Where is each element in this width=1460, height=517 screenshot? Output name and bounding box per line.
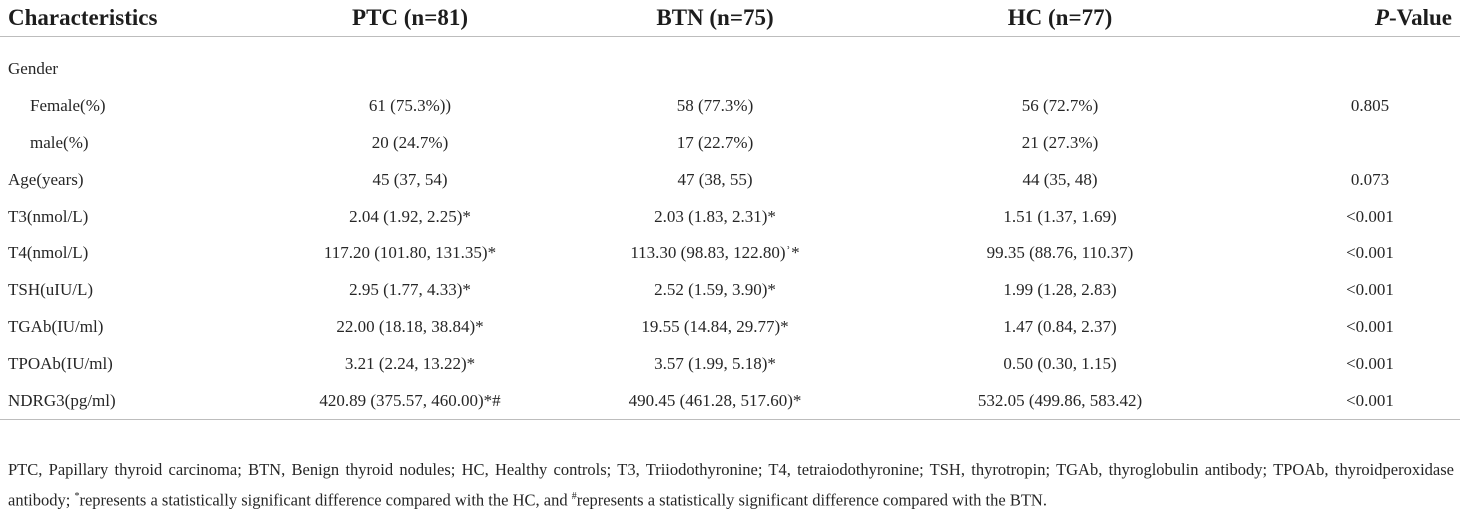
header-ptc: PTC (n=81) [352, 5, 468, 30]
table-row [0, 345, 1460, 382]
cell-hc: 1.47 (0.84, 2.37) [1003, 316, 1117, 336]
cell-p: <0.001 [1346, 316, 1394, 336]
row-label: Gender [8, 59, 59, 79]
header-btn: BTN (n=75) [656, 5, 774, 30]
cell-btn: 113.30 (98.83, 122.80)ʾ* [630, 243, 800, 263]
cell-p: 0.073 [1350, 169, 1390, 189]
header-p-rest: -Value [1388, 5, 1452, 30]
cell-p: <0.001 [1346, 280, 1394, 300]
cell-hc: 1.51 (1.37, 1.69) [1003, 206, 1117, 226]
footnote-star-text: represents a statistically significant difference compared with the HC, and [79, 490, 572, 510]
row-label: T4(nmol/L) [8, 243, 89, 263]
cell-p: 0.805 [1350, 96, 1390, 116]
table-row [0, 88, 1460, 125]
cell-ptc: 117.20 (101.80, 131.35)* [323, 243, 497, 263]
cell-btn: 490.45 (461.28, 517.60)* [628, 390, 802, 410]
table-footnote [8, 456, 1454, 514]
footnote-hash-mark: # [571, 491, 577, 502]
cell-ptc: 20 (24.7%) [371, 132, 449, 152]
table-row [0, 161, 1460, 198]
cell-ptc: 22.00 (18.18, 38.84)* [336, 316, 484, 336]
cell-ptc: 420.89 (375.57, 460.00)*# [319, 390, 501, 410]
cell-hc: 44 (35, 48) [1022, 169, 1098, 189]
header-characteristics: Characteristics [8, 5, 158, 30]
cell-p: <0.001 [1346, 390, 1394, 410]
footnote-star-mark: * [74, 491, 80, 502]
cell-hc: 21 (27.3%) [1021, 132, 1099, 152]
footnote-abbreviations: PTC, Papillary thyroid carcinoma; BTN, Benign thyroid nodules; HC, Healthy controls; T3, Triiodothyronine; T4, tetraiodothyronine; TSH, thyrotropin; TGAb, thyroglobulin antibody; TPOAb, thyroidperoxidase antibody; [8, 460, 1454, 510]
cell-ptc: 61 (75.3%)) [368, 96, 452, 116]
cell-p [1250, 125, 1460, 162]
cell-ptc: 2.95 (1.77, 4.33)* [349, 280, 471, 300]
cell-btn: 2.03 (1.83, 2.31)* [654, 206, 776, 226]
cell-hc: 56 (72.7%) [1021, 96, 1099, 116]
cell-hc: 0.50 (0.30, 1.15) [1003, 353, 1117, 373]
cell-ptc: 3.21 (2.24, 13.22)* [344, 353, 476, 373]
footnote-hash-text: represents a statistically significant difference compared with the BTN. [576, 490, 1047, 510]
cell-p: <0.001 [1346, 206, 1394, 226]
cell-hc [870, 51, 1250, 88]
cell-p: <0.001 [1346, 243, 1394, 263]
row-label: TGAb(IU/ml) [8, 316, 104, 336]
table-row [0, 309, 1460, 346]
cell-btn: 3.57 (1.99, 5.18)* [654, 353, 776, 373]
header-p-value [1250, 0, 1460, 37]
table-row [0, 272, 1460, 309]
cell-btn: 58 (77.3%) [676, 96, 754, 116]
row-label: T3(nmol/L) [8, 206, 89, 226]
row-label: TSH(uIU/L) [8, 280, 93, 300]
cell-btn: 2.52 (1.59, 3.90)* [654, 280, 776, 300]
table-row [0, 198, 1460, 235]
row-label: male(%) [30, 132, 89, 152]
cell-btn: 47 (38, 55) [677, 169, 753, 189]
cell-ptc: 2.04 (1.92, 2.25)* [349, 206, 471, 226]
cell-hc: 1.99 (1.28, 2.83) [1003, 280, 1117, 300]
cell-hc: 99.35 (88.76, 110.37) [986, 243, 1134, 263]
cell-ptc [260, 51, 560, 88]
cell-btn [560, 51, 870, 88]
row-label: Age(years) [8, 169, 84, 189]
header-hc: HC (n=77) [1007, 5, 1113, 30]
cell-ptc: 45 (37, 54) [372, 169, 448, 189]
cell-hc: 532.05 (499.86, 583.42) [977, 390, 1143, 410]
table-row [0, 235, 1460, 272]
row-label: NDRG3(pg/ml) [8, 390, 116, 410]
table-row [0, 382, 1460, 419]
header-row [0, 0, 1460, 37]
cell-btn: 17 (22.7%) [676, 132, 754, 152]
cell-p: <0.001 [1346, 353, 1394, 373]
cell-btn: 19.55 (14.84, 29.77)* [641, 316, 789, 336]
cell-p [1250, 51, 1460, 88]
row-label: Female(%) [30, 96, 106, 116]
table-row [0, 125, 1460, 162]
header-p-italic: P [1374, 5, 1389, 30]
table-row [0, 51, 1460, 88]
row-label: TPOAb(IU/ml) [8, 353, 113, 373]
